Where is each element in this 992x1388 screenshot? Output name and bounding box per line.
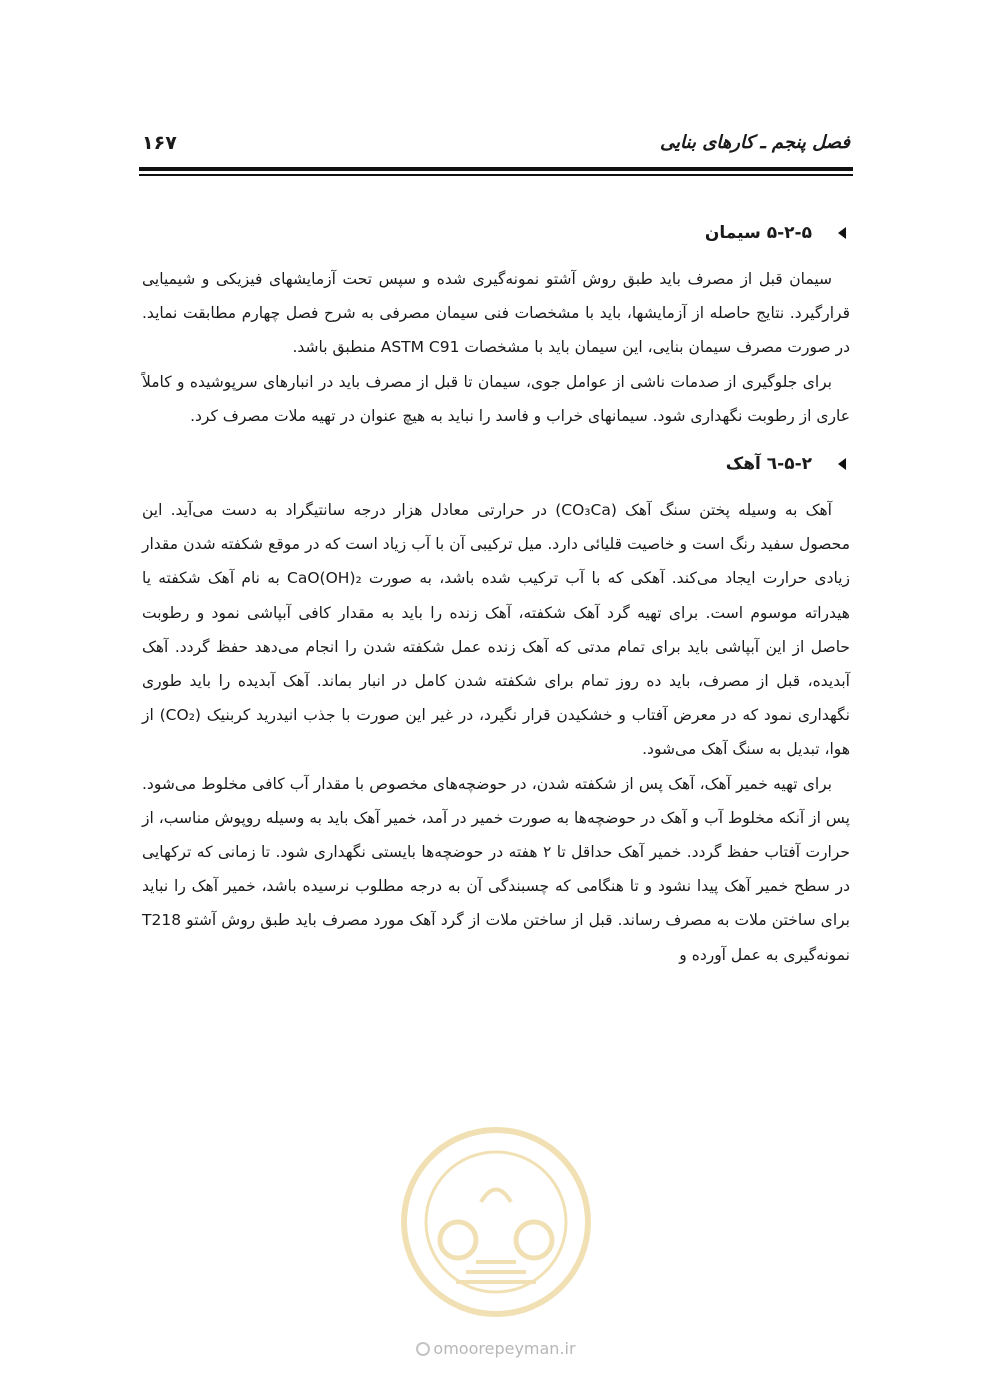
section-heading-cement [142, 216, 850, 250]
section-heading-text: ۵-۲-۵ سیمان [704, 223, 812, 243]
page-header [142, 128, 850, 158]
paragraph: برای تهیه خمیر آهک، آهک پس از شکفته شدن، در حوضچه‌های مخصوص با مقدار آب کافی مخلوط می‌شود. پس از آنکه مخلوط آب و آهک در حوضچه‌ها به صورت خمیر در آمد، خمیر آهک باید به وسیله روپوش مناسب، از حرارت آفتاب حفظ گردد. خمیر آهک حداقل تا ۲ هفته در حوضچه‌ها بایستی نگهداری شود. تا زمانی که ترکهایی در سطح خمیر آهک پیدا نشود و تا هنگامی که چسبندگی آن به درجه مطلوب نرسیده باشد، خمیر آهک را نباید برای ساختن ملات به مصرف رساند. قبل از ساختن ملات از گرد آهک مورد مصرف باید طبق روش آشتو T218 نمونه‌گیری به عمل آورده و [142, 774, 850, 964]
page-number: ۱۶۷ [142, 132, 177, 154]
credit-text: omoorepeyman.ir [433, 1339, 576, 1358]
header-rule-thin [139, 174, 853, 176]
section-heading-text: ۵-۲-٦ آهک [725, 454, 812, 475]
triangle-bullet-icon [838, 227, 846, 239]
header-rule-thick [139, 167, 853, 171]
paragraph: سیمان قبل از مصرف باید طبق روش آشتو نمونه‌گیری شده و سپس تحت آزمایشهای فیزیکی و شیمیایی قرارگیرد. نتایج حاصله از آزمایشها، باید با مشخصات فنی سیمان مصرفی به شرح فصل چهارم مطابقت نماید. در صورت مصرف سیمان بنایی، این سیمان باید با مشخصات ASTM C91 منطبق باشد. [142, 270, 850, 357]
instagram-icon [416, 1342, 430, 1356]
section-heading-lime [142, 447, 850, 481]
page-content [142, 216, 850, 972]
triangle-bullet-icon [838, 458, 846, 470]
watermark-credit [0, 1339, 992, 1358]
paragraph: آهک به وسیله پختن سنگ آهک (CO₃Ca) در حرارتی معادل هزار درجه سانتیگراد به دست می‌آید. این محصول سفید رنگ است و خاصیت قلیائی دارد. میل ترکیبی آن با آب زیاد است که در موقع شکفته شدن مقدار زیادی حرارت ایجاد می‌کند. آهکی که با آب ترکیب شده باشد، به صورت CaO(OH)₂ به نام آهک شکفته یا هیدراته موسوم است. برای تهیه گرد آهک شکفته، آهک زنده را باید به مقدار کافی آبپاشی نمود و رطوبت حاصل از این آبپاشی باید برای تمام مدتی که آهک زنده عمل شکفته شدن را انجام می‌دهد حفظ گردد. آهک آبدیده، قبل از مصرف، باید ده روز تمام برای شکفته شدن کامل در انبار بماند. آهک آبدیده را باید طوری نگهداری نمود که در معرض آفتاب و خشکیدن قرار نگیرد، در غیر این صورت با جذب انیدرید کربنیک (CO₂) از هوا، تبدیل به سنگ آهک می‌شود. [142, 501, 850, 759]
paragraph: برای جلوگیری از صدمات ناشی از عوامل جوی، سیمان تا قبل از مصرف باید در انبارهای سرپوشیده و کاملاً عاری از رطوبت نگهداری شود. سیمانهای خراب و فاسد را نباید به هیچ عنوان در تهیه ملات مصرف کرد. [142, 372, 850, 425]
chapter-title: فصل پنجم ـ کارهای بنایی [660, 132, 850, 153]
publisher-seal-logo-icon [396, 1122, 596, 1322]
